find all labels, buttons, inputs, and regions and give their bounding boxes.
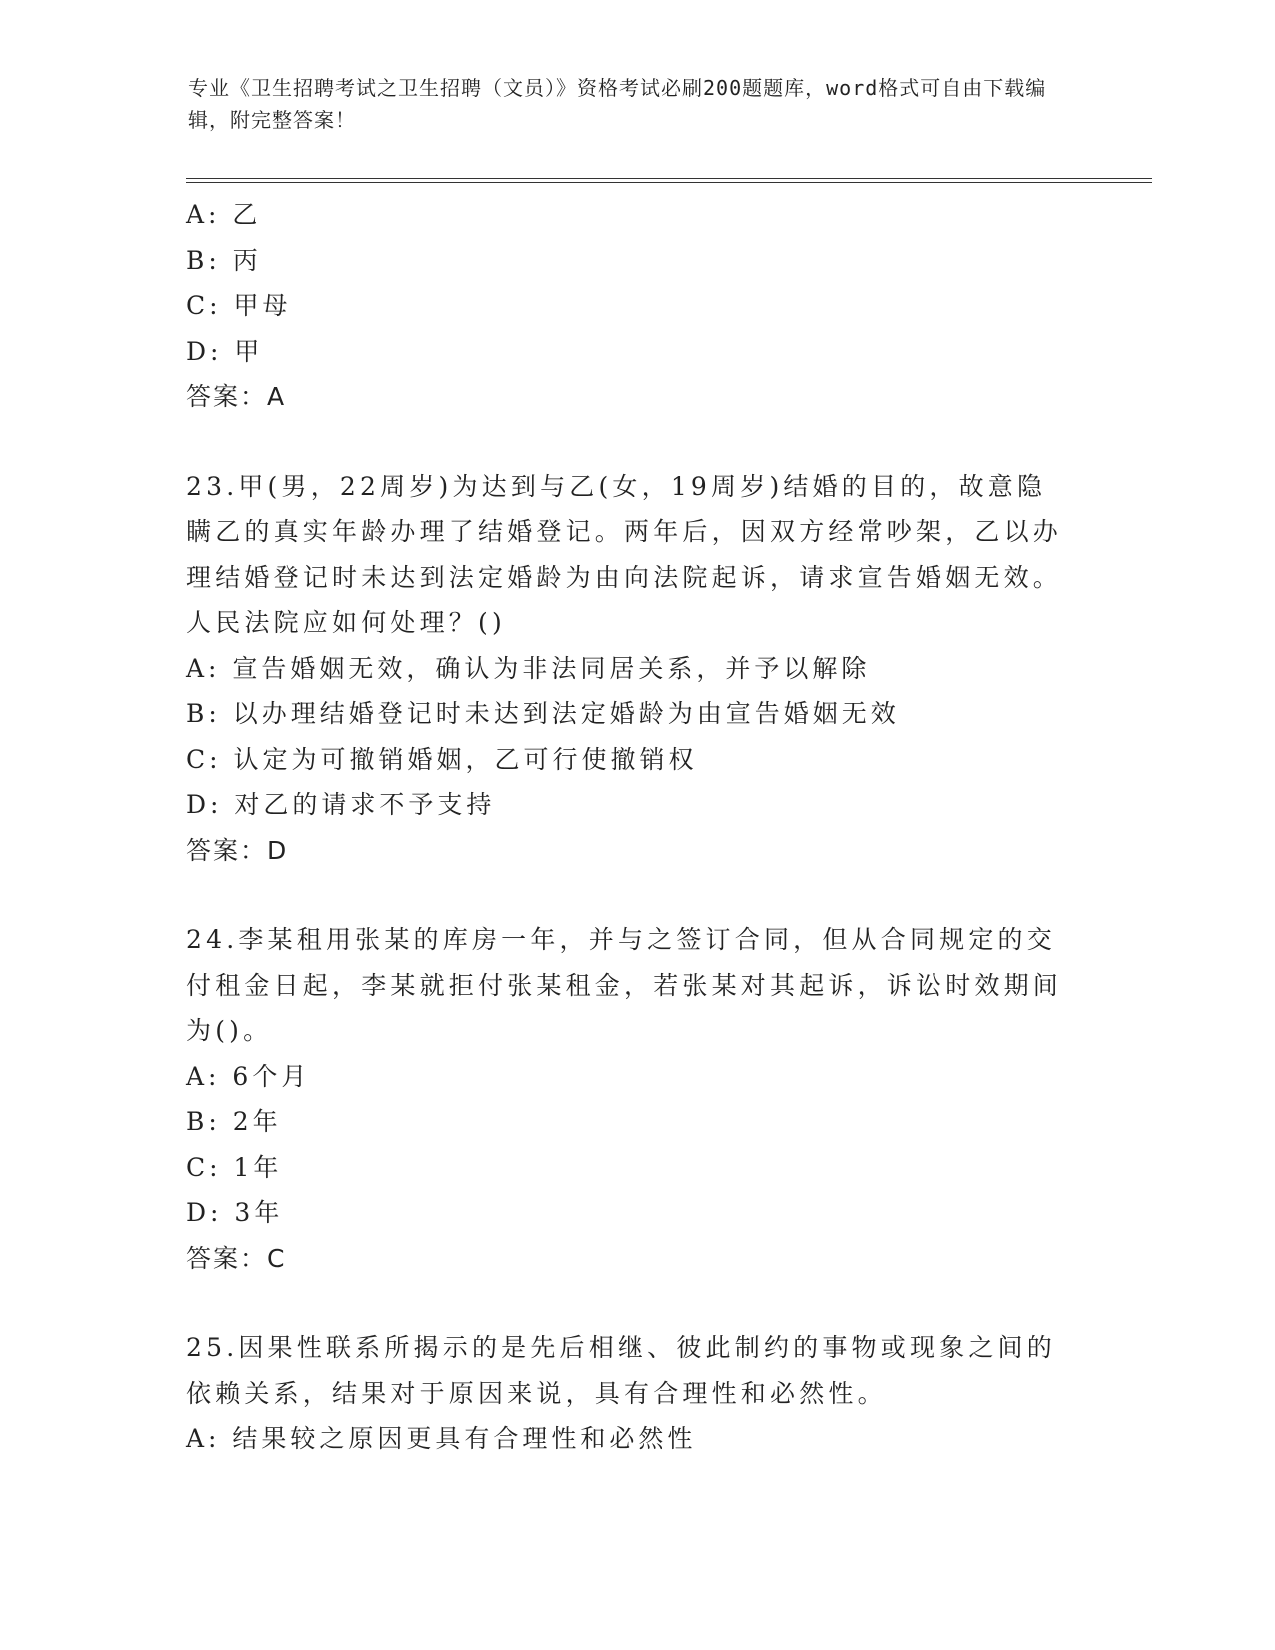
option-d: D: 甲 xyxy=(186,336,264,366)
option-d: D: 对乙的请求不予支持 xyxy=(186,790,496,819)
answer-line: 答案：C xyxy=(186,1243,287,1273)
spacer xyxy=(186,1281,1086,1325)
option-c: C: 1年 xyxy=(186,1152,283,1182)
document-title: 专业《卫生招聘考试之卫生招聘（文员）》资格考试必刷200题题库，word格式可自由下载编辑，附完整答案！ xyxy=(188,76,1047,132)
option-b: B: 以办理结婚登记时未达到法定婚龄为由宣告婚姻无效 xyxy=(186,699,900,728)
question-stem: 23.甲(男，22周岁)为达到与乙(女，19周岁)结婚的目的，故意隐瞒乙的真实年龄办理了结婚登记。两年后，因双方经常吵架，乙以办理结婚登记时未达到法定婚龄为由向法院起诉，请求宣告婚姻无效。人民法院应如何处理？() xyxy=(186,471,1063,637)
option-a: A: 宣告婚姻无效，确认为非法同居关系，并予以解除 xyxy=(186,653,871,683)
header-divider-top xyxy=(186,178,1152,179)
answer-line: 答案：D xyxy=(186,835,289,865)
option-a: A: 6个月 xyxy=(186,1061,311,1091)
spacer xyxy=(186,420,1086,464)
question-stem: 25.因果性联系所揭示的是先后相继、彼此制约的事物或现象之间的依赖关系，结果对于原因来说，具有合理性和必然性。 xyxy=(186,1333,1056,1408)
question-23 xyxy=(186,464,1086,874)
option-d: D: 3年 xyxy=(186,1198,284,1227)
option-c: C: 认定为可撤销婚姻，乙可行使撤销权 xyxy=(186,744,698,774)
question-stem: 24.李某租用张某的库房一年，并与之签订合同，但从合同规定的交付租金日起，李某就拒付张某租金，若张某对其起诉，诉讼时效期间为()。 xyxy=(186,925,1063,1045)
option-a: A: 结果较之原因更具有合理性和必然性 xyxy=(186,1424,697,1453)
question-24 xyxy=(186,917,1086,1281)
header-divider-bottom xyxy=(186,182,1152,183)
spacer xyxy=(186,873,1086,917)
question-25 xyxy=(186,1325,1086,1462)
answer-line: 答案：A xyxy=(186,382,287,411)
option-c: C: 甲母 xyxy=(186,291,292,320)
option-a: A: 乙 xyxy=(186,200,262,229)
option-b: B: 丙 xyxy=(186,245,262,275)
option-b: B: 2年 xyxy=(186,1107,282,1136)
question-22-partial xyxy=(186,192,1086,420)
document-body xyxy=(186,192,1086,1462)
document-header xyxy=(188,72,1088,136)
